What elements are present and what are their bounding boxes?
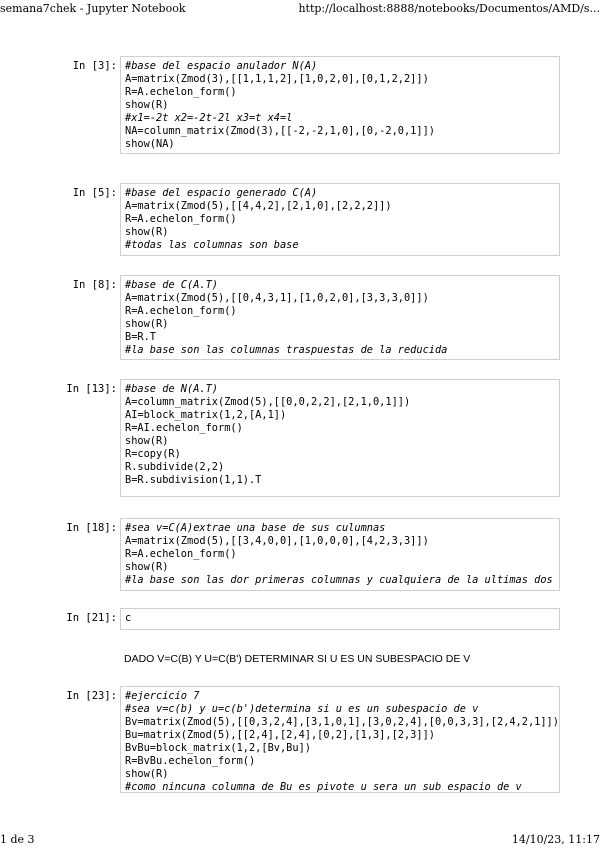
code-line: B=R.subdivision(1,1).T [125,474,262,486]
code-comment-line: #base de C(A.T) [125,279,218,291]
code-line: B=R.T [125,331,156,343]
code-comment-line: #sea v=c(b) y u=c(b')determina si u es un subespacio de v [125,703,479,715]
code-comment-line: #ejercicio 7 [125,690,200,702]
code-cell[interactable] [60,518,560,591]
code-cell[interactable] [60,608,560,630]
code-comment-line: #base del espacio generado C(A) [125,187,318,199]
code-line: NA=column_matrix(Zmod(3),[[-2,-2,1,0],[0,-2,0,1]]) [125,125,435,137]
code-line: A=matrix(Zmod(5),[[0,4,3,1],[1,0,2,0],[3,3,3,0]]) [125,292,429,304]
code-line: R=A.echelon_form() [125,548,237,560]
code-line: show(R) [125,768,169,780]
code-comment-line: #la base son las dor primeras columnas y cualquiera de la ultimas dos [125,574,553,586]
code-line [125,487,555,497]
code-line: R=copy(R) [125,448,181,460]
code-cell[interactable] [60,56,560,154]
code-comment-line: #como nincuna columna de Bu es pivote u sera un sub espacio de v [125,781,522,793]
code-line: R=A.echelon_form() [125,213,237,225]
code-input[interactable] [120,518,560,591]
code-line: show(R) [125,318,169,330]
code-input[interactable] [120,608,560,630]
print-datetime: 14/10/23, 11:17 [511,833,600,846]
code-line: BvBu=block_matrix(1,2,[Bv,Bu]) [125,742,311,754]
code-input[interactable] [120,183,560,256]
code-line: R=A.echelon_form() [125,86,237,98]
cell-prompt: In [3]: [72,60,117,72]
code-line: show(R) [125,561,169,573]
code-input[interactable] [120,56,560,154]
code-cell[interactable] [60,379,560,497]
cell-prompt: In [18]: [66,522,117,534]
code-comment-line: #base del espacio anulador N(A) [125,60,318,72]
code-line: R=BvBu.echelon_form() [125,755,256,767]
cell-prompt: In [21]: [66,612,117,624]
code-line: R.subdivide(2,2) [125,461,225,473]
code-cell[interactable] [60,183,560,256]
code-line: show(R) [125,99,169,111]
code-line: AI=block_matrix(1,2,[A,1]) [125,409,287,421]
page-header-title: semana7chek - Jupyter Notebook [0,2,186,15]
cell-prompt: In [5]: [72,187,117,199]
page-number: 1 de 3 [0,833,35,846]
code-comment-line: #todas las columnas son base [125,239,299,251]
cell-prompt: In [8]: [72,279,117,291]
cell-prompt: In [13]: [66,383,117,395]
cell-prompt: In [23]: [66,690,117,702]
page-header-url: http://localhost:8888/notebooks/Documentos/AMD/s... [298,2,600,15]
code-line: Bu=matrix(Zmod(5),[[2,4],[2,4],[0,2],[1,3],[2,3]]) [125,729,435,741]
code-line: A=column_matrix(Zmod(5),[[0,0,2,2],[2,1,0,1]]) [125,396,411,408]
code-comment-line: #la base son las columnas traspuestas de la reducida [125,344,448,356]
code-input[interactable] [120,379,560,497]
code-line: R=AI.echelon_form() [125,422,243,434]
code-input[interactable] [120,275,560,360]
code-line: R=A.echelon_form() [125,305,237,317]
code-cell[interactable] [60,275,560,360]
code-comment-line: #x1=-2t x2=-2t-2l x3=t x4=l [125,112,293,124]
markdown-cell: DADO V=C(B) Y U=C(B') DETERMINAR SI U ES UN SUBESPACIO DE V [124,653,471,665]
code-cell[interactable] [60,686,560,793]
code-comment-line: #sea v=C(A)extrae una base de sus culumnas [125,522,386,534]
code-line: A=matrix(Zmod(3),[[1,1,1,2],[1,0,2,0],[0,1,2,2]]) [125,73,429,85]
code-line: show(NA) [125,138,175,150]
code-line: show(R) [125,226,169,238]
code-comment-line: #base de N(A.T) [125,383,218,395]
code-line: Bv=matrix(Zmod(5),[[0,3,2,4],[3,1,0,1],[3,0,2,4],[0,0,3,3],[2,4,2,1]]) [125,716,559,728]
code-line: show(R) [125,435,169,447]
code-input[interactable] [120,686,560,793]
code-line: A=matrix(Zmod(5),[[4,4,2],[2,1,0],[2,2,2]]) [125,200,392,212]
code-line: A=matrix(Zmod(5),[[3,4,0,0],[1,0,0,0],[4,2,3,3]]) [125,535,429,547]
code-line: c [125,612,132,624]
